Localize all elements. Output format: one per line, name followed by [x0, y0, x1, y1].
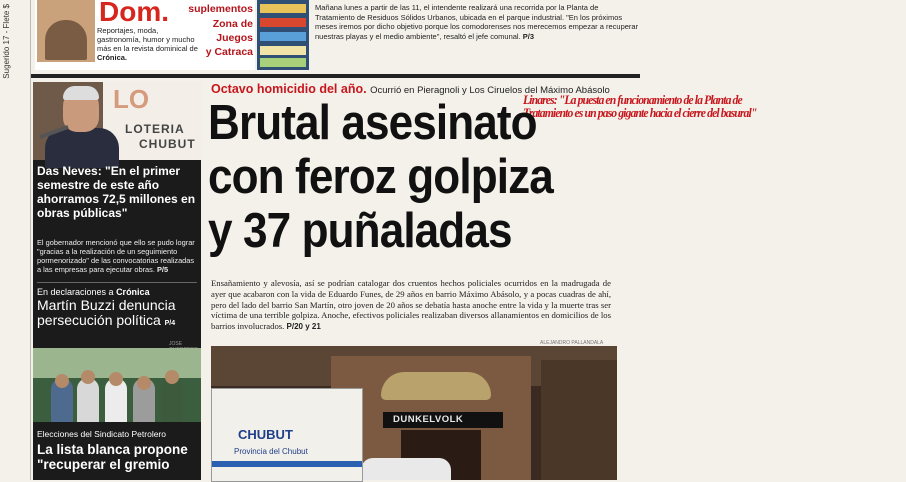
promo-day: Dom. — [99, 0, 169, 27]
buzzi-headline[interactable]: Martín Buzzi denuncia persecución política P/4 — [37, 297, 176, 328]
elecciones-kicker: Elecciones del Sindicato Petrolero — [37, 429, 166, 439]
divider — [37, 282, 197, 283]
chubut-text: CHUBUT — [139, 137, 196, 151]
main-photo-credit: ALEJANDRO PALLANDALA — [540, 340, 604, 346]
main-kicker: Octavo homicidio del año. Ocurrió en Pieragnoli y Los Ciruelos del Máximo Abásolo — [211, 82, 610, 96]
ambulance-brand: CHUBUT — [238, 427, 293, 442]
das-neves-photo — [33, 82, 201, 160]
promo-suplementos: suplementos — [188, 3, 253, 15]
page-spine — [0, 0, 31, 480]
cover-thumbnails — [257, 0, 309, 70]
ambulance — [211, 388, 363, 482]
promo-description: Reportajes, moda, gastronomía, humor y mucho más en la revista dominical de Crónica. — [97, 26, 198, 62]
sindicato-photo — [33, 348, 201, 422]
loteria-logo: LO — [113, 84, 150, 114]
promo-games: Zona de Juegos y Catraca — [205, 18, 253, 58]
top-divider — [31, 74, 640, 78]
promo-photo — [37, 0, 95, 62]
sunday-promo[interactable] — [35, 0, 255, 70]
main-headline[interactable]: Brutal asesinato con feroz golpiza y 37 puñaladas — [208, 96, 553, 258]
left-column — [33, 82, 201, 480]
ambulance-province: Provincia del Chubut — [234, 447, 308, 456]
main-lede: Ensañamiento y alevosía, así se podrían catalogar dos cruentos hechos policiales ocurridos en la madrugada de ayer que acabaron con la vida de Eduardo Funes, de 29 años en barrio Máximo Abásolo, y a pocas cuadras de ahí, pero del lado del barrio San Martín, otro joven de 20 años se debatía hasta anoche entre la vida y la muerte tras ser víctima de una terrible golpiza. Anoche, efectivos policiales realizaban diversos allanamientos en domicilios de los barrios involucrados. P/20 y 21 — [211, 278, 611, 332]
spine-text: Sugerido 17 - Flete $ — [2, 4, 11, 79]
buzzi-intro: En declaraciones a Crónica — [37, 287, 150, 297]
beetle-car-sign — [381, 372, 491, 400]
top-news-body: Mañana lunes a partir de las 11, el intendente realizará una recorrida por la Planta de Tratamiento de Residuos Sólidos Urbanos, ubicada en el parque industrial. "En los próximos meses iremos por dicho objetivo porque los comodorenses nos merecemos empezar a recuperar nuestras playas y el medio ambiente", resaltó el jefe comunal. P/3 — [315, 3, 639, 41]
top-news-headline: Linares: "La puesta en funcionamiento de la Planta de Tratamiento es un paso gigante hacia el cierre del basural" — [523, 92, 757, 120]
main-photo — [211, 346, 617, 480]
photo-credit: JOSE — [169, 341, 183, 347]
loteria-text: LOTERIA — [125, 122, 185, 136]
lista-blanca-headline[interactable]: La lista blanca propone "recuperar el gremio — [37, 442, 188, 472]
store-sign: DUNKELVOLK — [383, 412, 503, 428]
das-neves-headline[interactable]: Das Neves: "En el primer semestre de este año ahorramos 72,5 millones en obras públicas" — [37, 164, 196, 220]
das-neves-body: El gobernador mencionó que ello se pudo lograr "gracias a la realización de un seguimiento pormenorizado" de las convocatorias realizadas a las empresas para ejecutar obras. P/5 — [37, 238, 195, 274]
